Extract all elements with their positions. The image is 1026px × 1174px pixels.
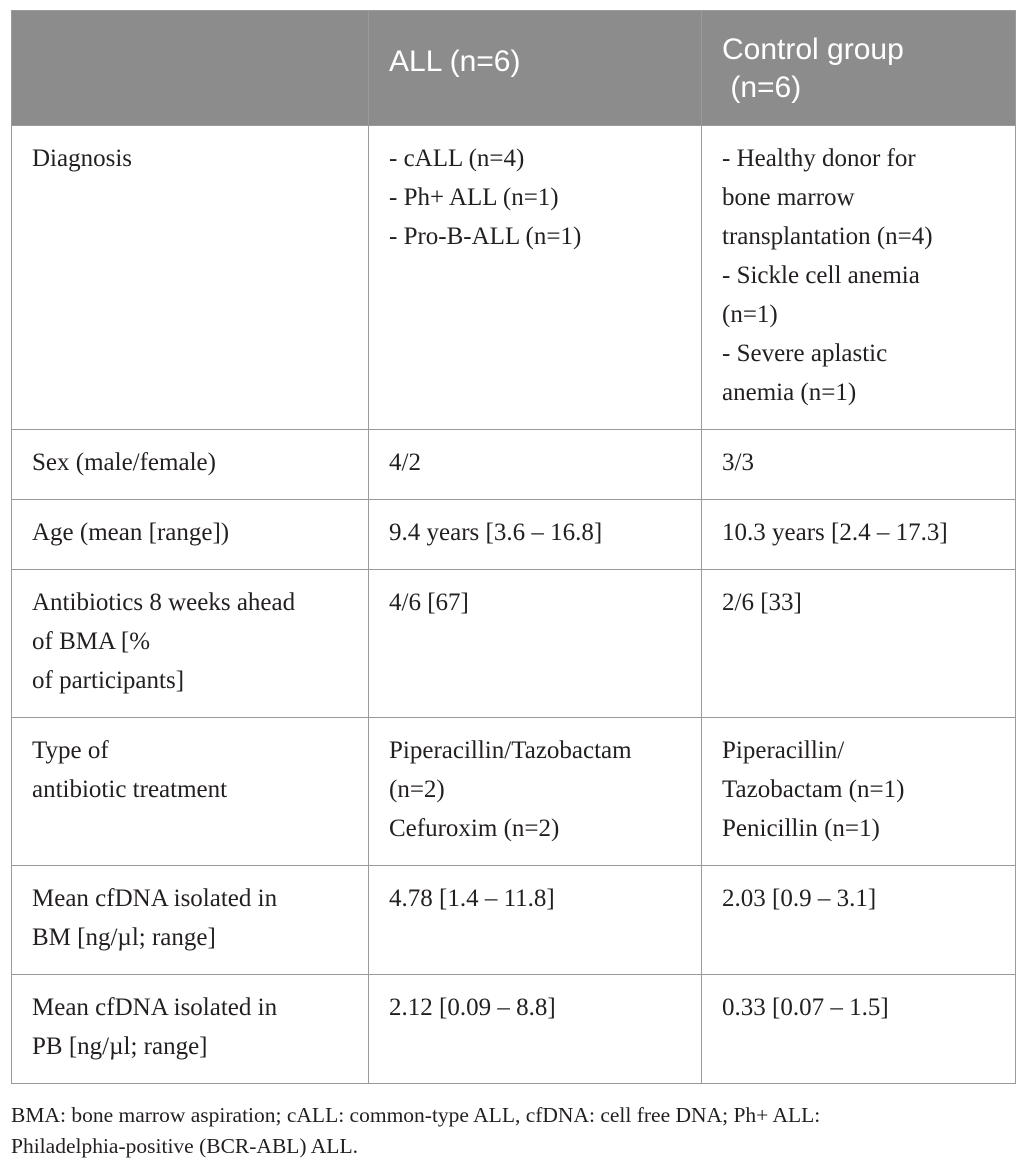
row-label-cell [12, 126, 369, 430]
header-cell-empty [12, 11, 369, 126]
row-label-text: Age (mean [range]) [32, 519, 230, 546]
row-label-text: BM [ng/µl; range] [32, 924, 216, 951]
table-body [12, 126, 1016, 1084]
control-value-text: 2.03 [0.9 – 3.1] [722, 885, 877, 912]
all-value-cell [369, 430, 702, 500]
control-value-text: transplantation (n=4) [722, 223, 933, 250]
control-value-text: - Severe aplastic [722, 340, 888, 367]
row-label-text: PB [ng/µl; range] [32, 1033, 208, 1060]
control-value-text: bone marrow [722, 184, 855, 211]
control-value-text: Penicillin (n=1) [722, 815, 880, 842]
table-row-cfdna-pb [12, 975, 1016, 1084]
header-cell-control [702, 11, 1016, 126]
control-value-text: - Sickle cell anemia [722, 262, 920, 289]
row-label-text: Mean cfDNA isolated in [32, 885, 278, 912]
row-label-cell [12, 866, 369, 975]
control-value-text: Piperacillin/ [722, 737, 845, 764]
control-value-text: (n=1) [722, 301, 778, 328]
row-label-text: antibiotic treatment [32, 776, 228, 803]
control-value-text: 10.3 years [2.4 – 17.3] [722, 519, 948, 546]
all-value-text: 2.12 [0.09 – 8.8] [389, 994, 556, 1021]
row-label-text: Sex (male/female) [32, 449, 216, 476]
all-value-cell [369, 570, 702, 718]
control-value-cell [702, 718, 1016, 866]
header-cell-all [369, 11, 702, 126]
header-all-line: ALL (n=6) [389, 45, 521, 78]
all-value-cell [369, 975, 702, 1084]
all-value-cell [369, 126, 702, 430]
all-value-text: 9.4 years [3.6 – 16.8] [389, 519, 603, 546]
control-value-text: Tazobactam (n=1) [722, 776, 905, 803]
row-label-text: of BMA [% [32, 628, 151, 655]
row-label-cell [12, 975, 369, 1084]
all-value-text: 4.78 [1.4 – 11.8] [389, 885, 555, 912]
all-value-cell [369, 500, 702, 570]
table-footnote [11, 1100, 1015, 1162]
row-label-text: Mean cfDNA isolated in [32, 994, 278, 1021]
table-row-sex [12, 430, 1016, 500]
table-row-cfdna-bm [12, 866, 1016, 975]
all-value-text: 4/6 [67] [389, 589, 469, 616]
control-value-cell [702, 570, 1016, 718]
control-value-text: 2/6 [33] [722, 589, 802, 616]
header-row [12, 11, 1016, 126]
control-value-text: 3/3 [722, 449, 754, 476]
control-value-cell [702, 126, 1016, 430]
table-header [12, 11, 1016, 126]
control-value-text: anemia (n=1) [722, 379, 857, 406]
all-value-text: Cefuroxim (n=2) [389, 815, 560, 842]
table-row-antibiotic-type [12, 718, 1016, 866]
row-label-cell [12, 430, 369, 500]
row-label-cell [12, 500, 369, 570]
footnote-line: BMA: bone marrow aspiration; cALL: common-type ALL, cfDNA: cell free DNA; Ph+ ALL: [11, 1103, 821, 1127]
table-row-age [12, 500, 1016, 570]
header-control-line: (n=6) [722, 71, 802, 104]
all-value-text: (n=2) [389, 776, 445, 803]
control-value-cell [702, 500, 1016, 570]
all-value-text: - Pro-B-ALL (n=1) [389, 223, 582, 250]
characteristics-table-container [11, 10, 1015, 1084]
control-value-cell [702, 866, 1016, 975]
table-row-antibiotics [12, 570, 1016, 718]
all-value-cell [369, 866, 702, 975]
all-value-text: - cALL (n=4) [389, 145, 525, 172]
all-value-text: - Ph+ ALL (n=1) [389, 184, 559, 211]
control-value-cell [702, 430, 1016, 500]
all-value-text: Piperacillin/Tazobactam [389, 737, 632, 764]
table-row-diagnosis [12, 126, 1016, 430]
footnote-line: Philadelphia-positive (BCR-ABL) ALL. [11, 1134, 358, 1158]
row-label-text: of participants] [32, 667, 185, 694]
row-label-text: Antibiotics 8 weeks ahead [32, 589, 296, 616]
control-value-cell [702, 975, 1016, 1084]
row-label-text: Type of [32, 737, 109, 764]
all-value-text: 4/2 [389, 449, 421, 476]
row-label-cell [12, 718, 369, 866]
row-label-cell [12, 570, 369, 718]
all-value-cell [369, 718, 702, 866]
row-label-text: Diagnosis [32, 145, 132, 172]
header-control-line: Control group [722, 33, 904, 66]
control-value-text: 0.33 [0.07 – 1.5] [722, 994, 889, 1021]
characteristics-table [11, 10, 1016, 1084]
control-value-text: - Healthy donor for [722, 145, 916, 172]
